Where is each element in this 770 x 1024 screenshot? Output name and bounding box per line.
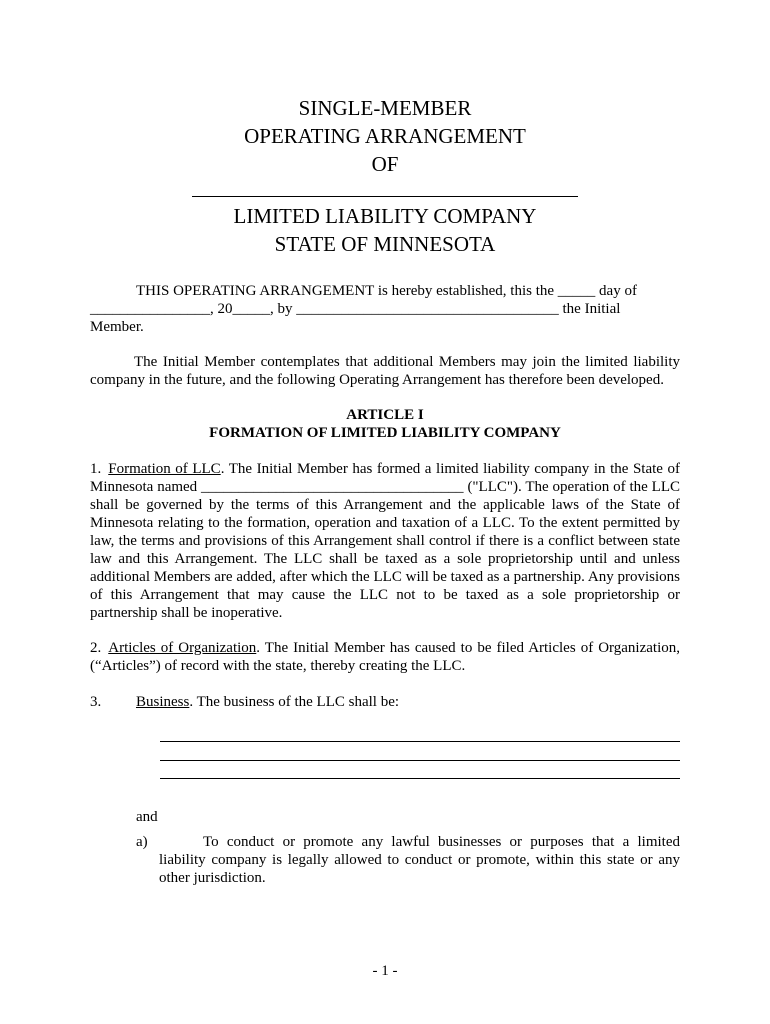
company-name-blank-line [192, 196, 578, 197]
preamble-paragraph [90, 353, 680, 389]
title-line-2: OPERATING ARRANGEMENT [244, 124, 526, 148]
section-3-text: . The business of the LLC shall be: [189, 694, 400, 710]
page-number: - 1 - [372, 963, 398, 979]
item-a-label: a) [136, 834, 148, 850]
item-a-paragraph [159, 833, 680, 887]
section-1-text: . The Initial Member has formed a limited liability company in the State of Minnesota named ___________________________________ ("LLC"). The operation of the LLC shall be governed by the terms of this Arrangement and the applicable laws of the State of Minnesota relating to the formation, operation and taxation of a LLC. To the extent permitted by law, the terms and provisions of this Arrangement shall control if there is a conflict between state law and this Arrangement. The LLC shall be taxed as a sole proprietorship until and unless additional Members are added, after which the LLC will be taxed as a partnership. Any provisions of this Arrangement that may cause the LLC not to be taxed as a sole proprietorship or partnership shall be inoperative. [90, 461, 681, 621]
section-2-paragraph [90, 639, 680, 675]
article-heading: ARTICLE I [346, 407, 424, 423]
section-1-number: 1. [90, 461, 102, 477]
section-2-heading: Articles of Organization [108, 640, 257, 656]
section-2-text: . The Initial Member has caused to be filed Articles of Organization, (“Articles”) of record with the state, thereby creating the LLC. [90, 640, 680, 674]
title-line-3: OF [371, 152, 399, 176]
section-3-heading: Business [136, 694, 190, 710]
title-line-5: STATE OF MINNESOTA [274, 232, 496, 256]
business-blank-line [160, 778, 680, 779]
item-a-text: To conduct or promote any lawful businesses or purposes that a limited liability company is legally allowed to conduct or promote, within this state or any other jurisdiction. [159, 834, 680, 886]
section-1-paragraph [90, 460, 680, 622]
section-3-heading-line [136, 693, 399, 711]
intro-line-1: THIS OPERATING ARRANGEMENT is hereby established, this the _____ day of [136, 283, 637, 299]
and-word: and [136, 809, 158, 825]
business-blank-line [160, 741, 680, 742]
preamble-text: The Initial Member contemplates that additional Members may join the limited liability company in the future, and the following Operating Arrangement has therefore been developed. [90, 354, 680, 388]
article-subheading: FORMATION OF LIMITED LIABILITY COMPANY [209, 425, 561, 441]
business-blank-line [160, 760, 680, 761]
intro-line-2: ________________, 20_____, by ___________________________________ the Initial [90, 301, 621, 317]
section-3-number: 3. [90, 694, 102, 710]
intro-line-3: Member. [90, 319, 144, 335]
title-line-1: SINGLE-MEMBER [298, 96, 472, 120]
section-2-number: 2. [90, 640, 102, 656]
title-line-4: LIMITED LIABILITY COMPANY [233, 204, 537, 228]
section-1-heading: Formation of LLC [108, 461, 221, 477]
